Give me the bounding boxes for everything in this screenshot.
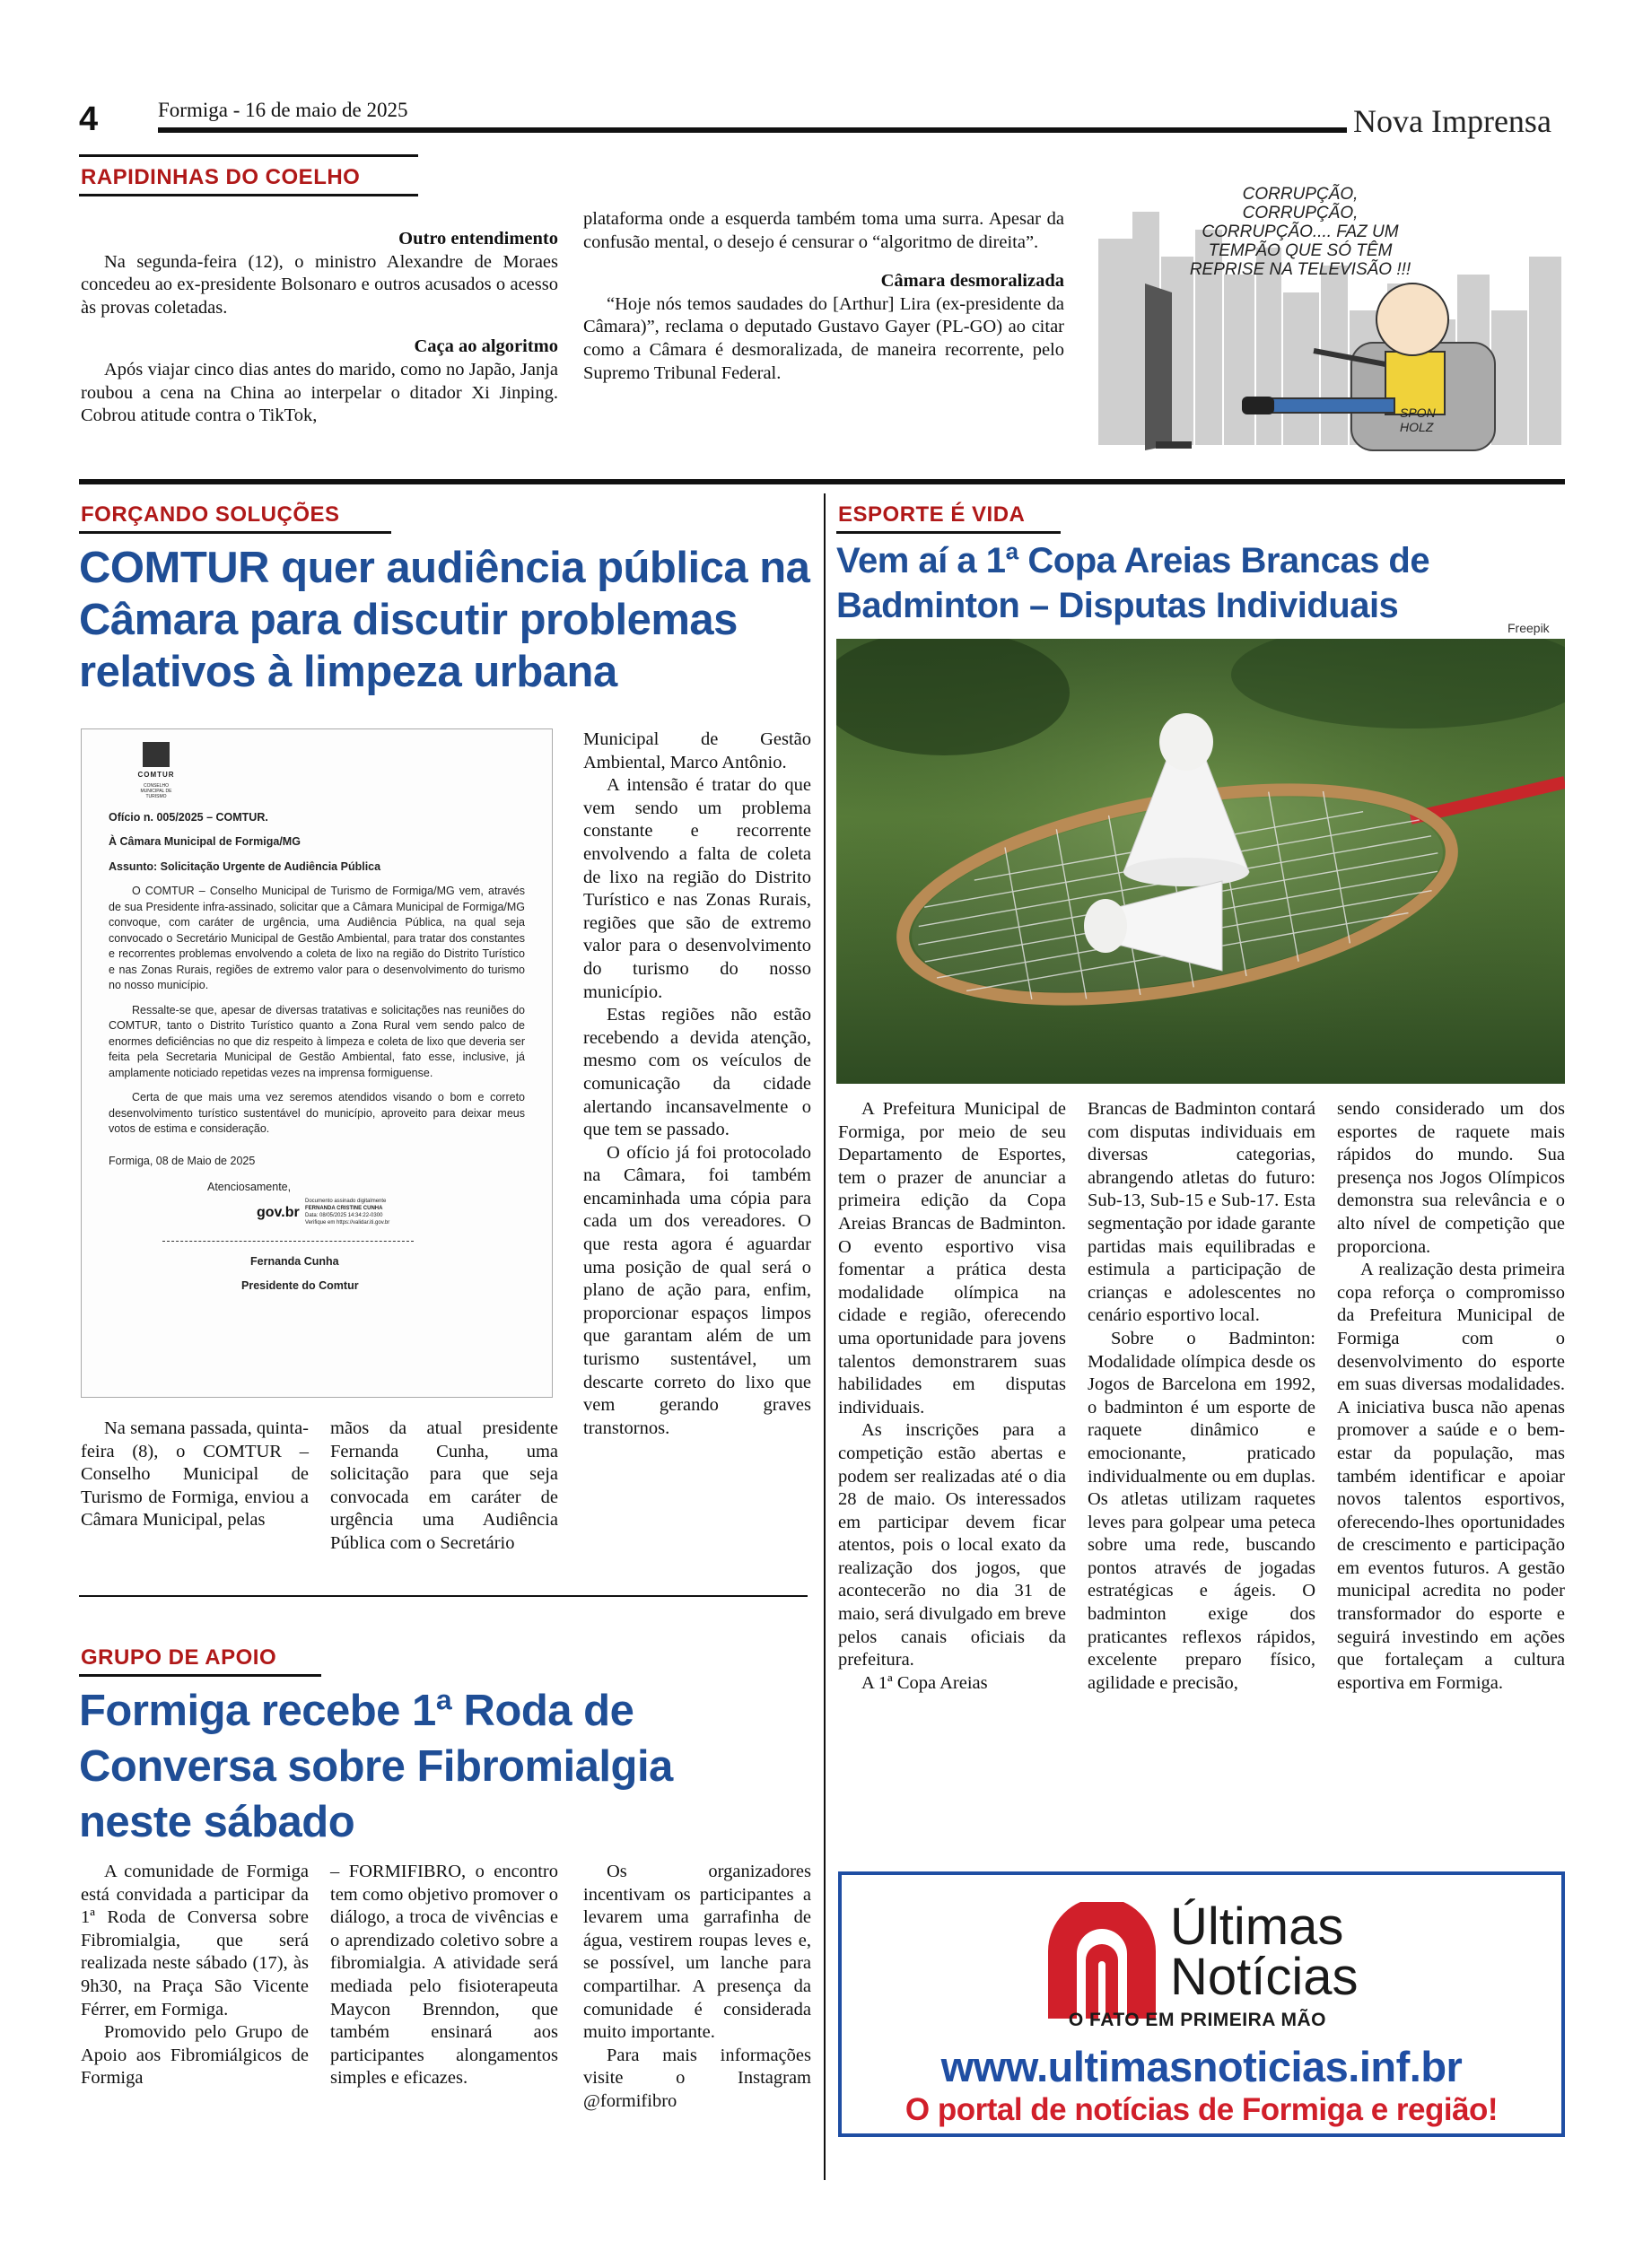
photo-credit: Freepik xyxy=(1508,621,1550,635)
paragraph: Promovido pelo Grupo de Apoio aos Fibromiálgicos de Formiga xyxy=(81,2022,309,2089)
fibro-col3 xyxy=(583,1861,811,2114)
esporte-col1 xyxy=(838,1098,1066,1695)
govbr-logo: gov.br xyxy=(257,1204,300,1220)
header-rule xyxy=(158,127,1347,133)
paragraph: Brancas de Badminton contará com disputas individuais em diversas categorias, abrangendo atletas do futuro: Sub-13, Sub-15 e Sub-17. Esta segmentação por idade garante partidas mais equilibradas e estimula a participação de crianças e adolescentes no cenário esportivo local. xyxy=(1088,1099,1315,1326)
doc-closing: Atenciosamente, xyxy=(207,1181,292,1193)
paragraph: Após viajar cinco dias antes do marido, como no Japão, Janja roubou a cena na China ao interpelar o ditador Xi Jinping. Cobrou atitude contra o TikTok, xyxy=(81,359,558,426)
kicker-bar xyxy=(79,154,418,157)
sig-details xyxy=(305,1198,389,1226)
paragraph: Na segunda-feira (12), o ministro Alexandre de Moraes concedeu ao ex-presidente Bolsonaro e outros acusados o acesso às provas coletadas. xyxy=(81,251,558,318)
kicker-bar xyxy=(79,194,418,196)
fibro-col1 xyxy=(81,1861,309,2090)
paragraph: Para mais informações visite o Instagram @formifibro xyxy=(583,2045,811,2111)
subhead: Caça ao algoritmo xyxy=(414,336,558,357)
kicker-bar xyxy=(79,531,391,534)
section-rule xyxy=(79,479,1565,484)
comtur-bottom-col2 xyxy=(330,1418,558,1556)
fibro-headline: Formiga recebe 1ª Roda de Conversa sobre Fibromialgia neste sábado xyxy=(79,1687,673,1846)
paragraph: Na semana passada, quinta-feira (8), o COMTUR – Conselho Municipal de Turismo de Formiga, enviou a Câmara Municipal, pelas xyxy=(81,1418,309,1531)
esporte-col3 xyxy=(1337,1098,1565,1695)
logo-mark xyxy=(143,742,170,767)
paragraph: A 1ª Copa Areias xyxy=(861,1672,988,1693)
logo-sub: CONSELHO MUNICIPAL DE TURISMO xyxy=(140,782,172,799)
doc-role: Presidente do Comtur xyxy=(241,1279,359,1292)
ultimas-noticias-logo-icon xyxy=(1039,1902,1165,2028)
paragraph: Municipal de Gestão Ambiental, Marco Antônio. xyxy=(583,729,811,772)
kicker-bar xyxy=(836,531,1061,534)
comtur-document xyxy=(81,728,553,1398)
doc-paragraph: O COMTUR – Conselho Municipal de Turismo de Formiga/MG vem, através de sua Presidente infra-assinado, solicitar que a Câmara Municipal de Formiga/MG convoque, com caráter de urgência, uma Audiência Pública, na qual seja convocado o Secretário Municipal de Gestão Ambiental, para tratar dos constantes e recorrentes problemas envolvendo a coleta de lixo na região do Distrito Turístico e nas Zonas Rurais, regiões de extremo valor para o desenvolvimento do turismo no nosso município. xyxy=(109,885,525,991)
section-rule xyxy=(79,1595,808,1597)
cartoon-caption: CORRUPÇÃO, CORRUPÇÃO, CORRUPÇÃO.... FAZ UM TEMPÃO QUE SÓ TÊM REPRISE NA TELEVISÃO !!! xyxy=(1189,185,1411,279)
comtur-logo xyxy=(134,742,179,799)
paragraph: mãos da atual presidente Fernanda Cunha, uma solicitação para que seja convocada em caráter de urgência uma Audiência Pública com o Secretário xyxy=(330,1418,558,1553)
kicker-bar xyxy=(79,1674,321,1677)
rapidinhas-kicker: RAPIDINHAS DO COELHO xyxy=(81,165,361,189)
sig-line: Verifique em https://validar.iti.gov.br xyxy=(305,1219,390,1226)
paragraph: A comunidade de Formiga está convidada a participar da 1ª Roda de Conversa sobre Fibromialgia, que será realizada neste sábado (17), às 9h30, na Praça São Vicente Férrer, em Formiga. xyxy=(81,1862,309,2019)
cartoon xyxy=(1089,176,1565,456)
masthead: Nova Imprensa xyxy=(1353,103,1551,139)
paragraph: O ofício já foi protocolado na Câmara, foi também encaminhada uma cópia para cada um dos vereadores. O que resta agora é aguardar uma posição de qual será o plano de ação para, enfim, proporcionar espaços limpos que garantam além de um turismo sustentável, um descarte correto do lixo que vem gerando graves transtornos. xyxy=(583,1142,811,1438)
fibro-kicker: GRUPO DE APOIO xyxy=(81,1645,277,1670)
cartoon-signature: SPON HOLZ xyxy=(1400,406,1436,434)
paragraph: Estas regiões não estão recebendo a devida atenção, mesmo com os veículos de comunicação da cidade alertando incansavelmente o que tem se passado. xyxy=(583,1005,811,1140)
comtur-headline: COMTUR quer audiência pública na Câmara para discutir problemas relativos à limpeza urbana xyxy=(79,544,810,696)
badminton-photo xyxy=(836,639,1565,1084)
doc-paragraph: Certa de que mais uma vez seremos atendidos visando o bom e correto desenvolvimento turístico sustentável do município, aproveito para deixar meus votos de estima e consideração. xyxy=(109,1091,525,1135)
ad-tagline: O FATO EM PRIMEIRA MÃO xyxy=(1068,2010,1326,2030)
paragraph: A Prefeitura Municipal de Formiga, por meio de seu Departamento de Esportes, tem o prazer de anunciar a primeira edição da Copa Areias Brancas de Badminton. O evento esportivo visa fomentar a prática desta modalidade olímpica na cidade e região, oferecendo uma oportunidade para jovens talentos demonstrarem suas habilidades em disputas individuais. xyxy=(838,1099,1066,1418)
comtur-col-right xyxy=(583,728,811,1440)
ad-url[interactable]: www.ultimasnoticias.inf.br xyxy=(940,2043,1463,2090)
date-line: Formiga - 16 de maio de 2025 xyxy=(158,99,408,121)
fibro-col2 xyxy=(330,1861,558,2090)
ad-brand-line2: Notícias xyxy=(1170,1948,1359,2006)
sig-line: Documento assinado digitalmente xyxy=(305,1198,387,1204)
comtur-kicker: FORÇANDO SOLUÇÕES xyxy=(81,502,340,527)
paragraph: – FORMIFIBRO, o encontro tem como objetivo promover o diálogo, a troca de vivências e o aprendizado coletivo sobre a fibromialgia. A atividade será mediada pelo fisioterapeuta Maycon Brenndon, que também ensinará aos participantes alongamentos simples e eficazes. xyxy=(330,1862,558,2089)
paragraph: sendo considerado um dos esportes de raquete mais rápidos do mundo. Sua presença nos Jogos Olímpicos demonstra sua relevância e o alto nível de competição que proporciona. xyxy=(1337,1099,1565,1257)
ad-brand-line1: Últimas xyxy=(1170,1897,1344,1956)
doc-assunto: Assunto: Solicitação Urgente de Audiência Pública xyxy=(109,859,381,873)
comtur-bottom-col1 xyxy=(81,1418,309,1532)
doc-paragraph: Ressalte-se que, apesar de diversas tratativas e solicitações nas reuniões do COMTUR, tanto o Distrito Turístico quanto a Zona Rural vem sendo palco de enormes deficiências no que diz respeito à limpeza e coleta de lixo que deveria ser feita pela Secretaria Municipal de Gestão Ambiental, fato esse, inclusive, já amplamente noticiado repetidas vezes na imprensa formiguense. xyxy=(109,1003,525,1079)
paragraph: A realização desta primeira copa reforça o compromisso da Prefeitura Municipal de Formiga com o desenvolvimento do esporte em suas diversas modalidades. A iniciativa busca não apenas promover a saúde e o bem-estar da população, mas também identificar e apoiar novos talentos esportivos, oferecendo-lhes oportunidades de crescimento e participação em eventos futuros. A gestão municipal acredita no poder transformador do esporte e seguirá investindo em ações que fortaleçam a cultura esportiva em Formiga. xyxy=(1337,1260,1565,1693)
badminton-photo-drawing xyxy=(836,639,1565,1084)
paragraph: “Hoje nós temos saudades do [Arthur] Lira (ex-presidente da Câmara)”, reclama o deputado Gustavo Gayer (PL-GO) ao citar como a Câmara é desmoralizada, de maneira recorrente, pelo Supremo Tribunal Federal. xyxy=(583,293,1064,383)
paragraph: As inscrições para a competição estão abertas e podem ser realizadas até o dia 28 de maio. Os interessados em participar devem ficar atentos, pois o local exato da realização dos jogos, que acontecerão no dia 31 de maio, será divulgado em breve pelos canais oficiais da prefeitura. xyxy=(838,1420,1066,1670)
rapidinhas-col1 xyxy=(81,212,558,428)
sig-line: Data: 08/05/2025 14:34:22-0300 xyxy=(305,1212,383,1218)
rapidinhas-col2 xyxy=(583,208,1064,385)
esporte-kicker: ESPORTE É VIDA xyxy=(838,502,1026,527)
doc-destinatario: À Câmara Municipal de Formiga/MG xyxy=(109,835,301,848)
doc-signature-block xyxy=(257,1198,525,1232)
subhead: Outro entendimento xyxy=(398,229,558,249)
logo-text: COMTUR xyxy=(137,771,175,779)
paragraph: plataforma onde a esquerda também toma uma surra. Apesar da confusão mental, o desejo é censurar o “algoritmo de direita”. xyxy=(583,209,1064,252)
doc-name: Fernanda Cunha xyxy=(250,1254,339,1268)
paragraph: Sobre o Badminton: Modalidade olímpica desde os Jogos de Barcelona em 1992, o badminton é um esporte de raquete dinâmico e emocionante, praticado individualmente ou em duplas. Os atletas utilizam raquetes leves para golpear uma peteca sobre uma rede, buscando pontos através de jogadas estratégicas e ágeis. O badminton exige dos praticantes reflexos rápidos, excelente preparo físico, agilidade e precisão, xyxy=(1088,1328,1315,1693)
paragraph: Os organizadores incentivam os participantes a levarem uma garrafinha de água, vestirem roupas leves e, se possível, um lanche para compartilhar. A presença da comunidade é considerada muito importante. xyxy=(583,1862,811,2043)
column-rule xyxy=(824,493,826,2180)
doc-date: Formiga, 08 de Maio de 2025 xyxy=(109,1154,256,1167)
page-number: 4 xyxy=(79,100,99,138)
subhead: Câmara desmoralizada xyxy=(880,271,1064,292)
ultimas-noticias-ad[interactable] xyxy=(838,1871,1565,2137)
esporte-col2 xyxy=(1088,1098,1315,1695)
paragraph: A intensão é tratar do que vem sendo um problema constante e recorrente envolvendo a falta de coleta de lixo na região do Distrito Turístico e nas Zonas Rurais, regiões que são de extremo valor para o desenvolvimento do turismo do nosso município. xyxy=(583,775,811,1002)
esporte-headline: Vem aí a 1ª Copa Areias Brancas de Badminton – Disputas Individuais xyxy=(836,541,1430,625)
doc-oficio: Ofício n. 005/2025 – COMTUR. xyxy=(109,810,268,824)
signature-line xyxy=(162,1241,414,1242)
ad-slogan: O portal de notícias de Formiga e região! xyxy=(905,2092,1499,2127)
sig-line: FERNANDA CRISTINE CUNHA xyxy=(305,1205,383,1211)
